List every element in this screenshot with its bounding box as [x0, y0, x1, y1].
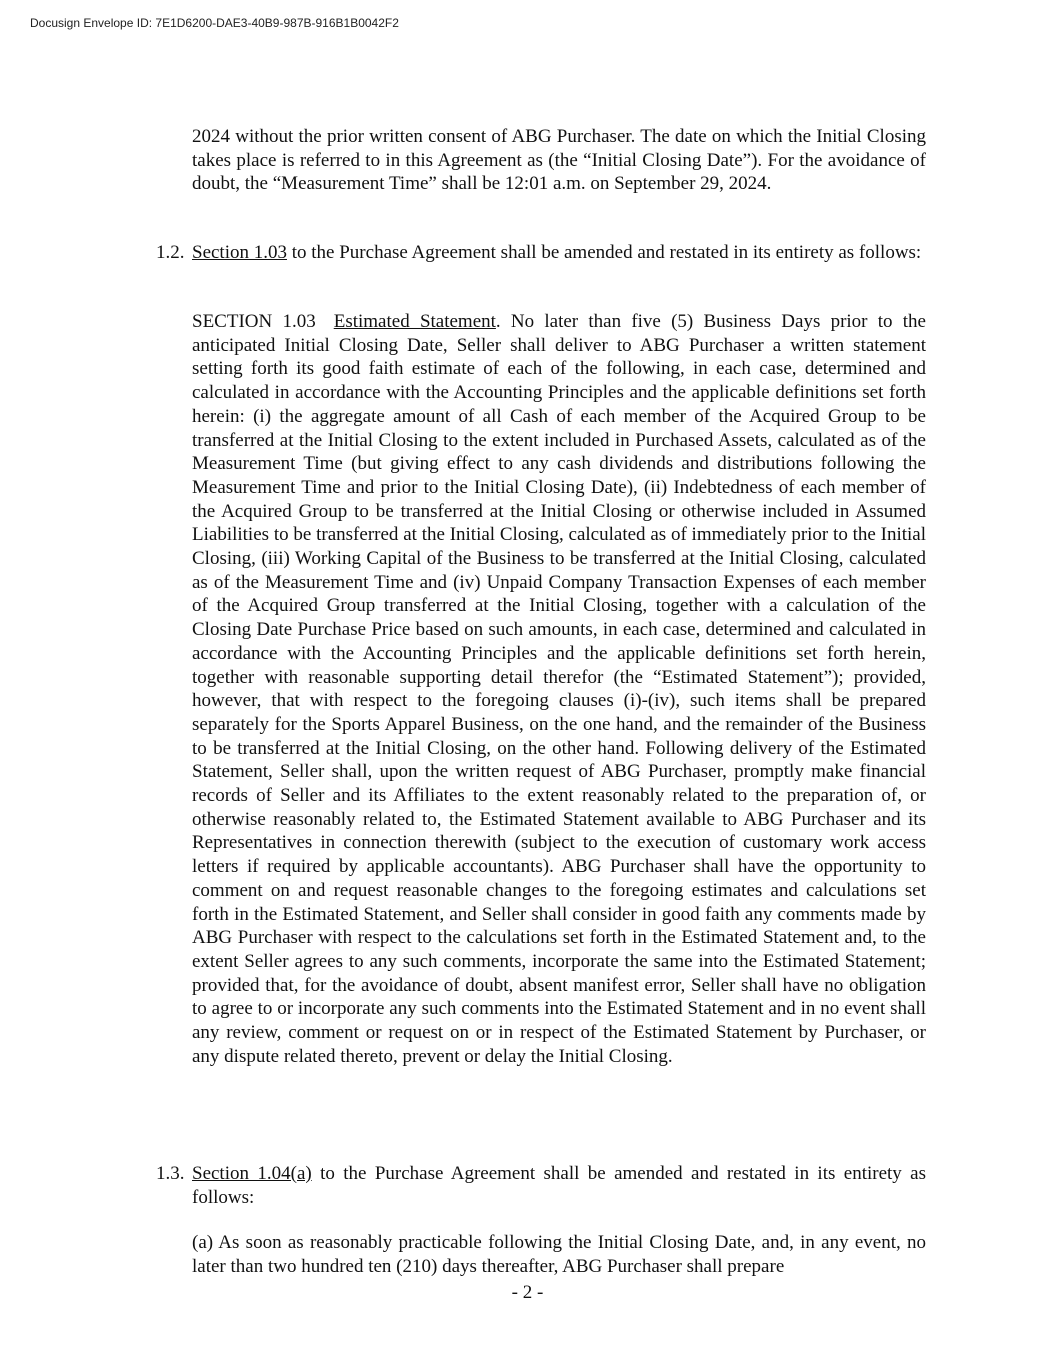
section-ref-1-04a: Section 1.04(a): [192, 1163, 312, 1184]
item-number-1-3: 1.3.: [156, 1163, 185, 1184]
page-number: - 2 -: [511, 1282, 544, 1303]
section-1-03-body: . No later than five (5) Business Days prior to the anticipated Initial Closing Date, Seller shall deliver to ABG Purchaser a written statement setting forth its good faith estimate of each of the following, in each case, determined and calculated in accordance with the Accounting Principles and the applicable definitions set forth herein: (i) the aggregate amount of all Cash of each member of the Acquired Group to be transferred at the Initial Closing to the extent included in Purchased Assets, calculated as of the Measurement Time (but giving effect to any cash dividends and distributions following the Measurement Time and prior to the Initial Closing Date), (ii) Indebtedness of each member of the Acquired Group to be transferred at the Initial Closing or otherwise included in Assumed Liabilities to be transferred at the Initial Closing, calculated as of immediately prior to the Initial Closing, (iii) Working Capital of the Business to be transferred at the Initial Closing, calculated as of the Measurement Time and (iv) Unpaid Company Transaction Expenses of each member of the Acquired Group transferred at the Initial Closing, together with a calculation of the Closing Date Purchase Price based on such amounts, in each case, determined and calculated in accordance with the Accounting Principles and the applicable definitions set forth herein, together with reasonable supporting detail therefor (the “Estimated Statement”); provided, however, that with respect to the foregoing clauses (i)-(iv), such items shall be prepared separately for the Sports Apparel Business, on the one hand, and the remainder of the Business to be transferred at the Initial Closing, on the other hand. Following delivery of the Estimated Statement, Seller shall, upon the written request of ABG Purchaser, promptly make financial records of Seller and its Affiliates to the extent reasonably related to the preparation of, or otherwise reasonably related to, the Estimated Statement available to ABG Purchaser and its Representatives in connection therewith (subject to the execution of customary work access letters if required by applicable accountants). ABG Purchaser shall have the opportunity to comment on and request reasonable changes to the foregoing estimates and calculations set forth in the Estimated Statement, and Seller shall consider in good faith any comments made by ABG Purchaser with respect to the calculations set forth in the Estimated Statement and, to the extent Seller agrees to any such comments, incorporate the same into the Estimated Statement; provided that, for the avoidance of doubt, absent manifest error, Seller shall have no obligation to agree to or incorporate any such comments into the Estimated Statement and in no event shall any review, comment or request on or in respect of the Estimated Statement by Purchaser, or any dispute related thereto, prevent or delay the Initial Closing.: [192, 311, 926, 1067]
continuation-paragraph: 2024 without the prior written consent of ABG Purchaser. The date on which the Initial Closing takes place is referred to in this Agreement as (the “Initial Closing Date”). For the avoidance of doubt, the “Measurement Time” shall be 12:01 a.m. on September 29, 2024.: [192, 126, 926, 195]
section-1-03-heading: SECTION 1.03: [192, 311, 316, 332]
item-text-1-3: to the Purchase Agreement shall be amended and restated in its entirety as follows:: [192, 1163, 926, 1208]
section-1-04a-paragraph: (a) As soon as reasonably practicable following the Initial Closing Date, and, in any event, no later than two hundred ten (210) days thereafter, ABG Purchaser shall prepare: [192, 1232, 926, 1277]
section-ref-1-03: Section 1.03: [192, 242, 287, 263]
item-text-1-2: to the Purchase Agreement shall be amended and restated in its entirety as follows:: [287, 242, 922, 263]
item-paragraph-1-3: [192, 1162, 926, 1209]
envelope-id-header: Docusign Envelope ID: 7E1D6200-DAE3-40B9-987B-916B1B0042F2: [30, 16, 399, 30]
section-1-03-paragraph: [192, 310, 926, 1069]
section-1-03-title: Estimated Statement: [333, 311, 496, 332]
item-number-1-2: 1.2.: [156, 242, 185, 263]
item-paragraph-1-2: [192, 241, 926, 265]
